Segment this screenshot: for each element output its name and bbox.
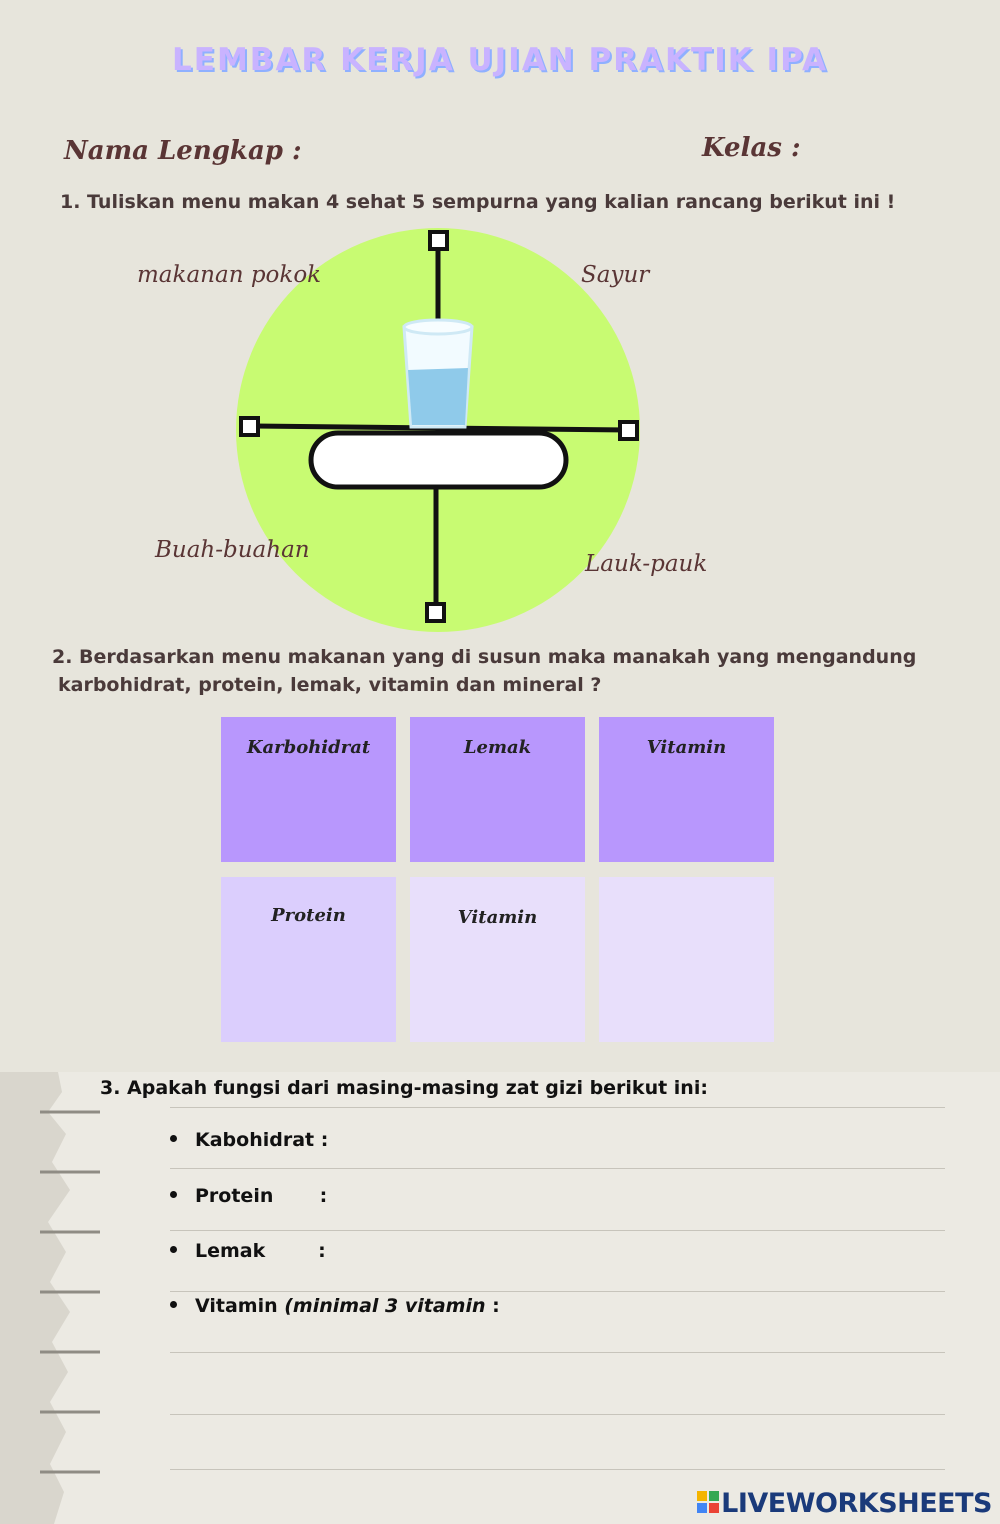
bullet-icon [170, 1301, 177, 1308]
answer-line[interactable] [170, 1291, 945, 1292]
answer-line[interactable] [170, 1469, 945, 1470]
cell-vitamin[interactable] [599, 717, 774, 862]
liveworksheets-logo: LIVEWORKSHEETS [697, 1488, 992, 1519]
cell-vitamin-2[interactable] [410, 877, 585, 1042]
cell-protein[interactable] [221, 877, 396, 1042]
class-label: Kelas : [702, 133, 801, 163]
lined-paper [0, 1072, 1000, 1524]
label-buah-buahan: Buah-buahan [155, 537, 310, 563]
cell-lemak[interactable] [410, 717, 585, 862]
bullet-karbohidrat: Kabohidrat : [170, 1129, 328, 1151]
answer-line[interactable] [170, 1414, 945, 1415]
handle-top [430, 232, 447, 249]
cell-label: Vitamin [646, 737, 727, 758]
cell-label: Protein [271, 905, 346, 926]
label-sayur: Sayur [581, 262, 650, 288]
answer-box[interactable] [311, 433, 566, 487]
label-lauk-pauk: Lauk-pauk [585, 551, 708, 577]
page-title: LEMBAR KERJA UJIAN PRAKTIK IPA [172, 42, 828, 78]
question-3-text: 3. Apakah fungsi dari masing-masing zat gizi berikut ini: [100, 1077, 708, 1099]
answer-line[interactable] [170, 1230, 945, 1231]
cell-label: Karbohidrat [246, 737, 371, 758]
water-glass-icon [404, 320, 472, 427]
bullet-icon [170, 1191, 177, 1198]
handle-bottom [427, 604, 444, 621]
liveworksheets-logo-icon [697, 1491, 719, 1513]
bullet-vitamin: Vitamin (minimal 3 vitamin : [170, 1295, 500, 1317]
label-makanan-pokok: makanan pokok [137, 262, 322, 288]
handle-left [241, 418, 258, 435]
cell-label: Lemak [463, 737, 532, 758]
bullet-protein: Protein : [170, 1185, 327, 1207]
answer-line[interactable] [170, 1352, 945, 1353]
cell-empty[interactable] [599, 877, 774, 1042]
question-1-text: 1. Tuliskan menu makan 4 sehat 5 sempurna yang kalian rancang berikut ini ! [60, 191, 896, 213]
answer-line[interactable] [170, 1168, 945, 1169]
name-label: Nama Lengkap : [64, 136, 302, 166]
answer-line[interactable] [170, 1107, 945, 1108]
cell-label: Vitamin [457, 907, 538, 928]
question-2-line-2: karbohidrat, protein, lemak, vitamin dan mineral ? [58, 674, 602, 696]
cell-karbohidrat[interactable] [221, 717, 396, 862]
bullet-icon [170, 1135, 177, 1142]
bullet-icon [170, 1246, 177, 1253]
bullet-lemak: Lemak : [170, 1240, 326, 1262]
question-2-line-1: 2. Berdasarkan menu makanan yang di susun maka manakah yang mengandung [52, 646, 917, 668]
handle-right [620, 422, 637, 439]
torn-paper-edge [0, 1072, 105, 1524]
